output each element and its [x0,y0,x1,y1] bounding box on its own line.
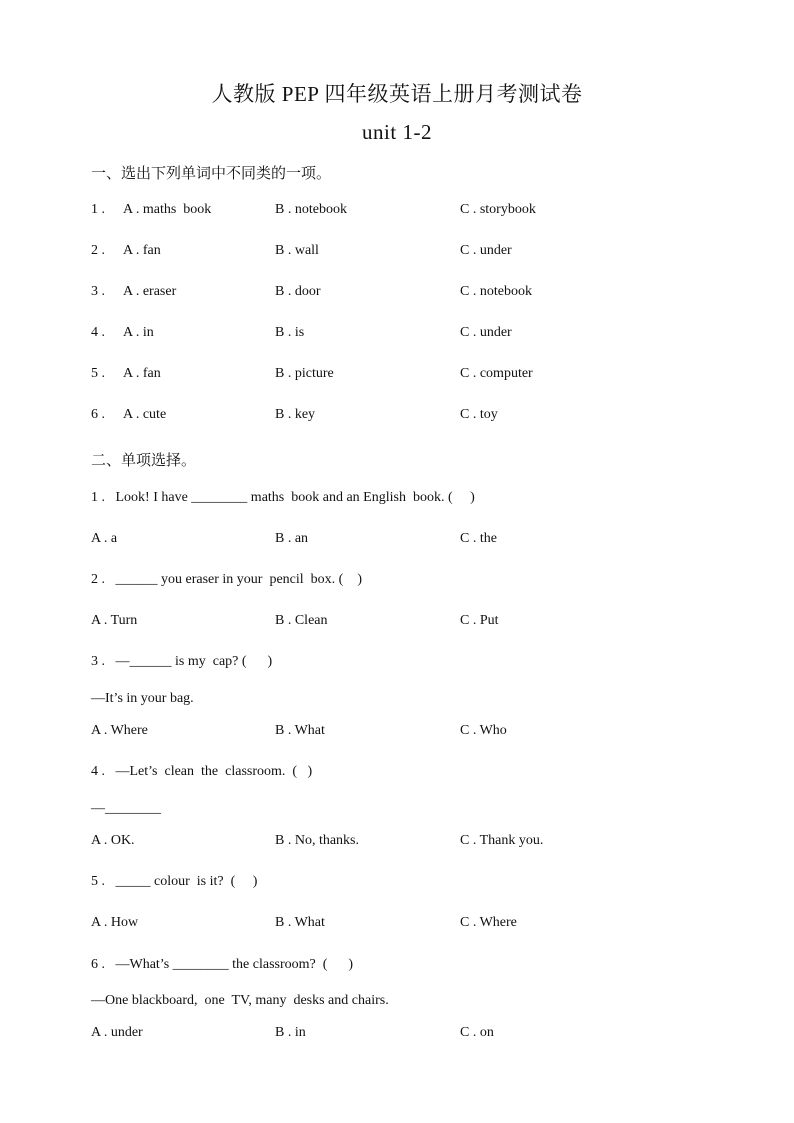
option-b: B . in [275,1025,306,1040]
option-c: C . Who [460,723,507,738]
option-b: B . Clean [275,613,328,628]
option-c: C . under [460,243,512,258]
option-b: B . What [275,915,325,930]
section-heading-part2: 二、单项选择。 [91,453,197,469]
page-subtitle: unit 1-2 [362,120,432,144]
option-a: A . fan [123,366,161,381]
option-a: A . cute [123,407,167,422]
option-b: B . wall [275,243,319,258]
question-4-answer: —________ [91,801,161,816]
question-number: 2 . [91,243,105,258]
option-a: A . Turn [91,613,138,628]
option-a: A . under [91,1025,143,1040]
question-number: 3 . [91,284,105,299]
option-c: C . Put [460,613,499,628]
option-b: B . is [275,325,305,340]
option-c: C . computer [460,366,533,381]
option-a: A . Where [91,723,148,738]
question-6-answer: —One blackboard, one TV, many desks and chairs. [91,993,389,1008]
question-1-text: 1 . Look! I have ________ maths book and an English book. ( ) [91,490,475,505]
option-b: B . notebook [275,202,347,217]
list-item [0,407,794,429]
option-c: C . under [460,325,512,340]
option-a: A . eraser [123,284,177,299]
question-number: 1 . [91,202,105,217]
list-item [0,366,794,388]
option-c: C . Thank you. [460,833,544,848]
question-text [0,490,794,512]
question-4-text: 4 . —Let’s clean the classroom. ( ) [91,764,313,779]
page-title: 人教版 PEP 四年级英语上册月考测试卷 [211,82,583,106]
option-b: B . door [275,284,321,299]
option-a: A . in [123,325,154,340]
option-a: A . maths book [123,202,212,217]
question-text [0,654,794,676]
option-b: B . key [275,407,316,422]
option-c: C . toy [460,407,498,422]
option-c: C . the [460,531,497,546]
list-item [0,284,794,306]
question-3-text: 3 . —______ is my cap? ( ) [91,654,273,669]
option-b: B . No, thanks. [275,833,359,848]
list-item [0,243,794,265]
option-c: C . Where [460,915,517,930]
list-item [0,723,794,745]
option-a: A . OK. [91,833,135,848]
option-b: B . an [275,531,309,546]
question-number: 6 . [91,407,105,422]
option-b: B . What [275,723,325,738]
question-5-text: 5 . _____ colour is it? ( ) [91,874,258,889]
option-c: C . notebook [460,284,532,299]
option-a: A . a [91,531,118,546]
question-text [0,572,794,594]
question-number: 4 . [91,325,105,340]
list-item [0,1025,794,1047]
question-text [0,764,794,786]
question-number: 5 . [91,366,105,381]
list-item [0,833,794,855]
section-heading-part1: 一、选出下列单词中不同类的一项。 [91,166,332,182]
option-b: B . picture [275,366,334,381]
question-6-text: 6 . —What’s ________ the classroom? ( ) [91,957,354,972]
option-a: A . fan [123,243,161,258]
list-item [0,531,794,553]
question-3-answer: —It’s in your bag. [91,691,194,706]
answer-line [0,801,794,823]
option-a: A . How [91,915,139,930]
list-item [0,613,794,635]
list-item [0,325,794,347]
option-c: C . on [460,1025,494,1040]
option-c: C . storybook [460,202,536,217]
answer-line [0,993,794,1015]
question-text [0,957,794,979]
question-text [0,874,794,896]
list-item [0,202,794,224]
question-2-text: 2 . ______ you eraser in your pencil box. ( ) [91,572,362,587]
list-item [0,915,794,937]
answer-line [0,691,794,713]
